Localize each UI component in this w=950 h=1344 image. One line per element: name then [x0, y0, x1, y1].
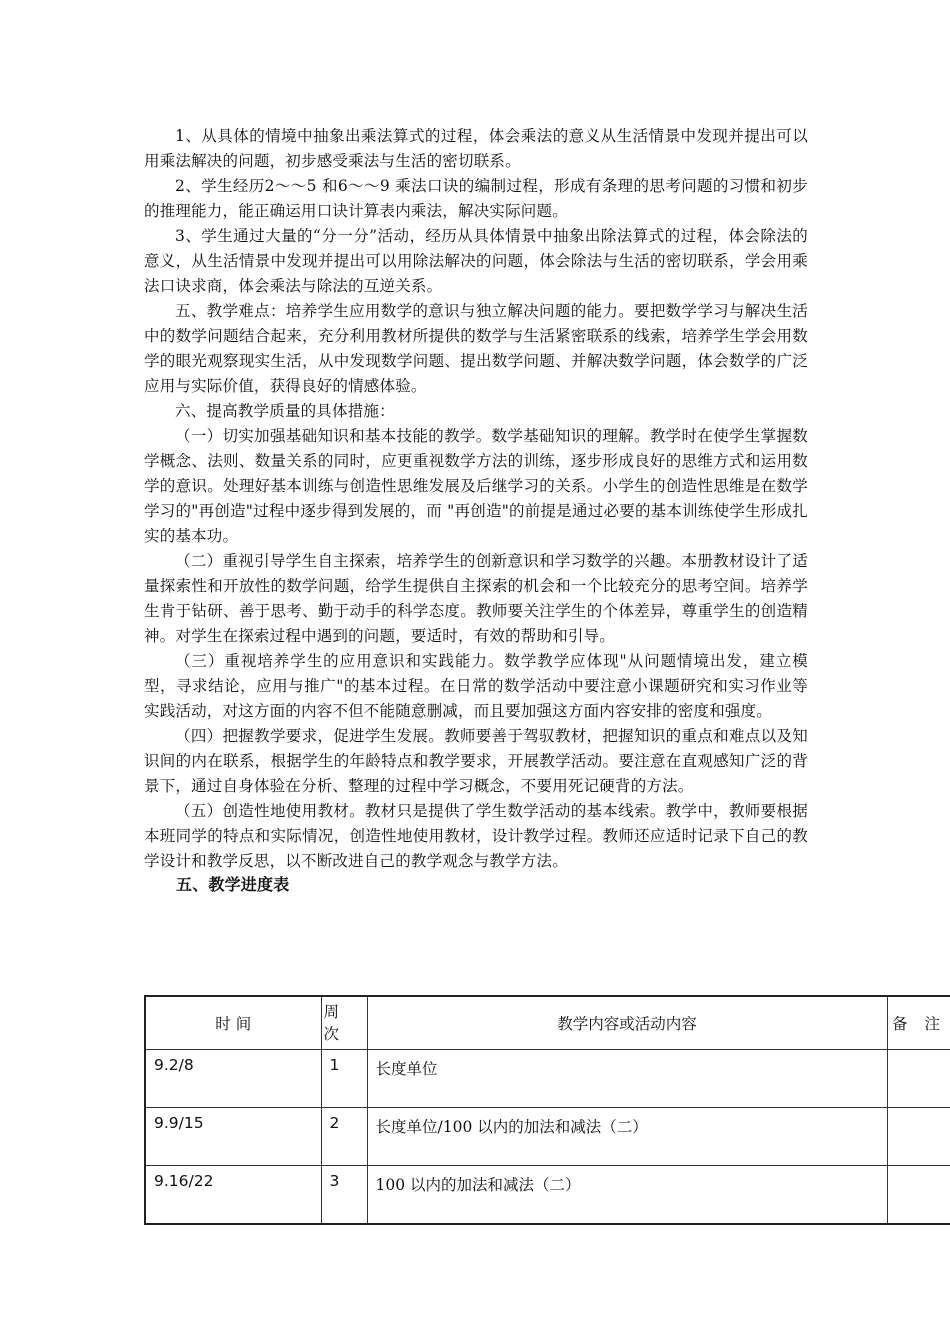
cell-content: 100 以内的加法和减法（二） [367, 1166, 887, 1225]
cell-week: 2 [321, 1108, 367, 1166]
schedule-heading: 五、教学进度表 [176, 875, 290, 894]
measure-paragraph-4: （四）把握教学要求，促进学生发展。教师要善于驾驭教材，把握知识的重点和难点以及知识间的内在联系，根据学生的年龄特点和教学要求，开展教学活动。要注意在直观感知广泛的背景下，通过自身体验在分析、整理的过程中学习概念，不要用死记硬背的方法。 [144, 727, 808, 795]
cell-week: 1 [321, 1050, 367, 1108]
header-content: 教学内容或活动内容 [367, 996, 887, 1050]
cell-time: 9.2/8 [145, 1050, 321, 1108]
header-remark: 备 注 [887, 996, 950, 1050]
schedule-table [144, 995, 950, 1225]
header-time: 时 间 [145, 996, 321, 1050]
measures-title: 六、提高教学质量的具体措施： [175, 402, 395, 420]
objective-paragraph-3: 3、学生通过大量的“分一分”活动，经历从具体情景中抽象出除法算式的过程，体会除法的意义，从生活情景中发现并提出可以用除法解决的问题，体会除法与生活的密切联系，学会用乘法口诀求商，体会乘法与除法的互逆关系。 [144, 227, 808, 295]
cell-week: 3 [321, 1166, 367, 1225]
cell-content: 长度单位 [367, 1050, 887, 1108]
measure-paragraph-3: （三）重视培养学生的应用意识和实践能力。数学教学应体现"从问题情境出发，建立模型，寻求结论，应用与推广"的基本过程。在日常的数学活动中要注意小课题研究和实习作业等实践活动，对这方面的内容不但不能随意删减，而且要加强这方面内容安排的密度和强度。 [144, 652, 808, 720]
cell-remark [887, 1166, 950, 1225]
table-row [145, 1108, 950, 1166]
table-header-row [145, 996, 950, 1050]
header-week-line1: 周 [323, 1003, 340, 1021]
teaching-difficulty-paragraph: 五、教学难点：培养学生应用数学的意识与独立解决问题的能力。要把数学学习与解决生活中的数学问题结合起来，充分利用教材所提供的数学与生活紧密联系的线索，培养学生学会用数学的眼光观察现实生活，从中发现数学问题、提出数学问题、并解决数学问题，体会数学的广泛应用与实际价值，获得良好的情感体验。 [144, 302, 808, 395]
table-row [145, 1050, 950, 1108]
document-body [144, 124, 808, 896]
header-week-line2: 次 [323, 1025, 340, 1043]
measure-paragraph-1: （一）切实加强基础知识和基本技能的教学。数学基础知识的理解。教学时在使学生掌握数学概念、法则、数量关系的同时，应更重视数学方法的训练，逐步形成良好的思维方式和运用数学的意识。处理好基本训练与创造性思维发展及后继学习的关系。小学生的创造性思维是在数学学习的"再创造"过程中逐步得到发展的，而 "再创造"的前提是通过必要的基本训练使学生形成扎实的基本功。 [144, 427, 808, 545]
cell-time: 9.9/15 [145, 1108, 321, 1166]
objective-paragraph-2: 2、学生经历2～～5 和6～～9 乘法口诀的编制过程，形成有条理的思考问题的习惯和初步的推理能力，能正确运用口诀计算表内乘法，解决实际问题。 [144, 177, 808, 220]
cell-time: 9.16/22 [145, 1166, 321, 1225]
measure-paragraph-5: （五）创造性地使用教材。教材只是提供了学生数学活动的基本线索。教学中，教师要根据本班同学的特点和实际情况，创造性地使用教材，设计教学过程。教师还应适时记录下自己的教学设计和教学反思，以不断改进自己的教学观念与教学方法。 [144, 802, 808, 870]
cell-remark [887, 1108, 950, 1166]
objective-paragraph-1: 1、从具体的情境中抽象出乘法算式的过程，体会乘法的意义从生活情景中发现并提出可以用乘法解决的问题，初步感受乘法与生活的密切联系。 [144, 127, 808, 170]
measure-paragraph-2: （二）重视引导学生自主探索，培养学生的创新意识和学习数学的兴趣。本册教材设计了适量探索性和开放性的数学问题，给学生提供自主探索的机会和一个比较充分的思考空间。培养学生肯于钻研、善于思考、勤于动手的科学态度。教师要关注学生的个体差异，尊重学生的创造精神。对学生在探索过程中遇到的问题，要适时，有效的帮助和引导。 [144, 552, 808, 645]
cell-content: 长度单位/100 以内的加法和减法（二） [367, 1108, 887, 1166]
cell-remark [887, 1050, 950, 1108]
header-week [321, 996, 367, 1050]
table-row [145, 1166, 950, 1225]
